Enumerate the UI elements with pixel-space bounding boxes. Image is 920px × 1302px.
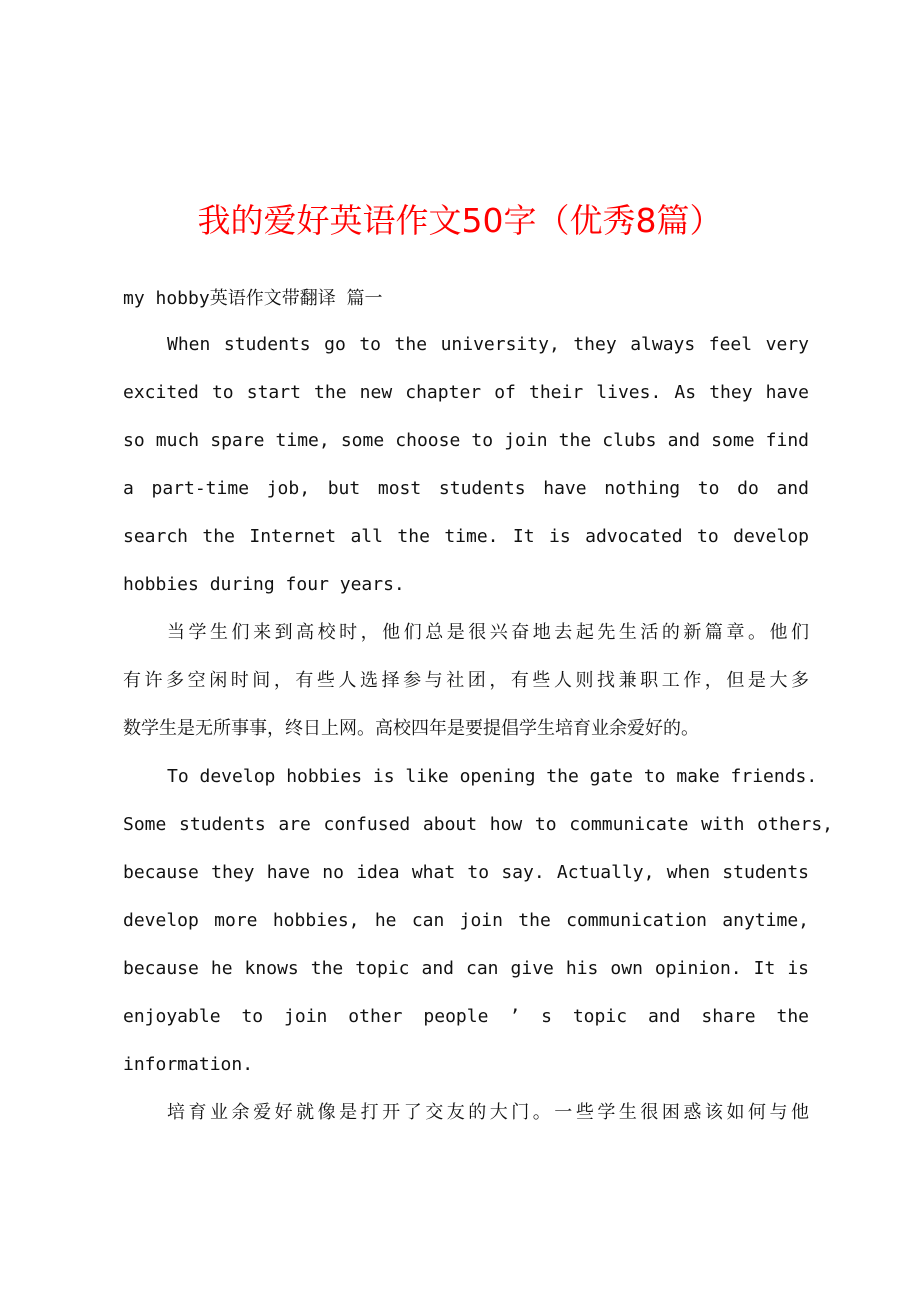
text-line: develop more hobbies, he can join the communication anytime,: [123, 910, 809, 931]
text-line: because they have no idea what to say. Actually, when students: [123, 862, 809, 883]
document-title: 我的爱好英语作文50字（优秀8篇）: [197, 201, 723, 240]
paragraph-chinese-1: [123, 609, 809, 753]
text-line: Some students are confused about how to communicate with others,: [123, 814, 833, 835]
text-line: information.: [123, 1054, 254, 1075]
text-line: 数学生是无所事事，终日上网。高校四年是要提倡学生培育业余爱好的。: [123, 718, 699, 739]
text-line: To develop hobbies is like opening the gate to make friends.: [167, 766, 818, 787]
text-line: hobbies during four years.: [123, 574, 405, 595]
text-line: a part-time job, but most students have nothing to do and: [123, 478, 809, 499]
text-line: so much spare time, some choose to join the clubs and some find: [123, 430, 809, 451]
text-line: 有许多空闲时间，有些人选择参与社团，有些人则找兼职工作，但是大多: [123, 670, 809, 691]
text-line: 当学生们来到高校时，他们总是很兴奋地去起先生活的新篇章。他们: [167, 622, 809, 643]
section-heading: my hobby英语作文带翻译 篇一: [123, 288, 383, 309]
paragraph-chinese-2: [123, 1089, 809, 1137]
text-line: enjoyable to join other people ’ s topic and share the: [123, 1006, 809, 1027]
text-line: because he knows the topic and can give his own opinion. It is: [123, 958, 809, 979]
text-line: excited to start the new chapter of their lives. As they have: [123, 382, 809, 403]
paragraph-english-2: [123, 753, 833, 1089]
paragraph-english-1: [123, 321, 809, 609]
text-line: When students go to the university, they always feel very: [167, 334, 809, 355]
text-line: 培育业余爱好就像是打开了交友的大门。一些学生很困惑该如何与他: [167, 1102, 809, 1123]
document-body: [123, 321, 833, 1137]
text-line: search the Internet all the time. It is advocated to develop: [123, 526, 809, 547]
